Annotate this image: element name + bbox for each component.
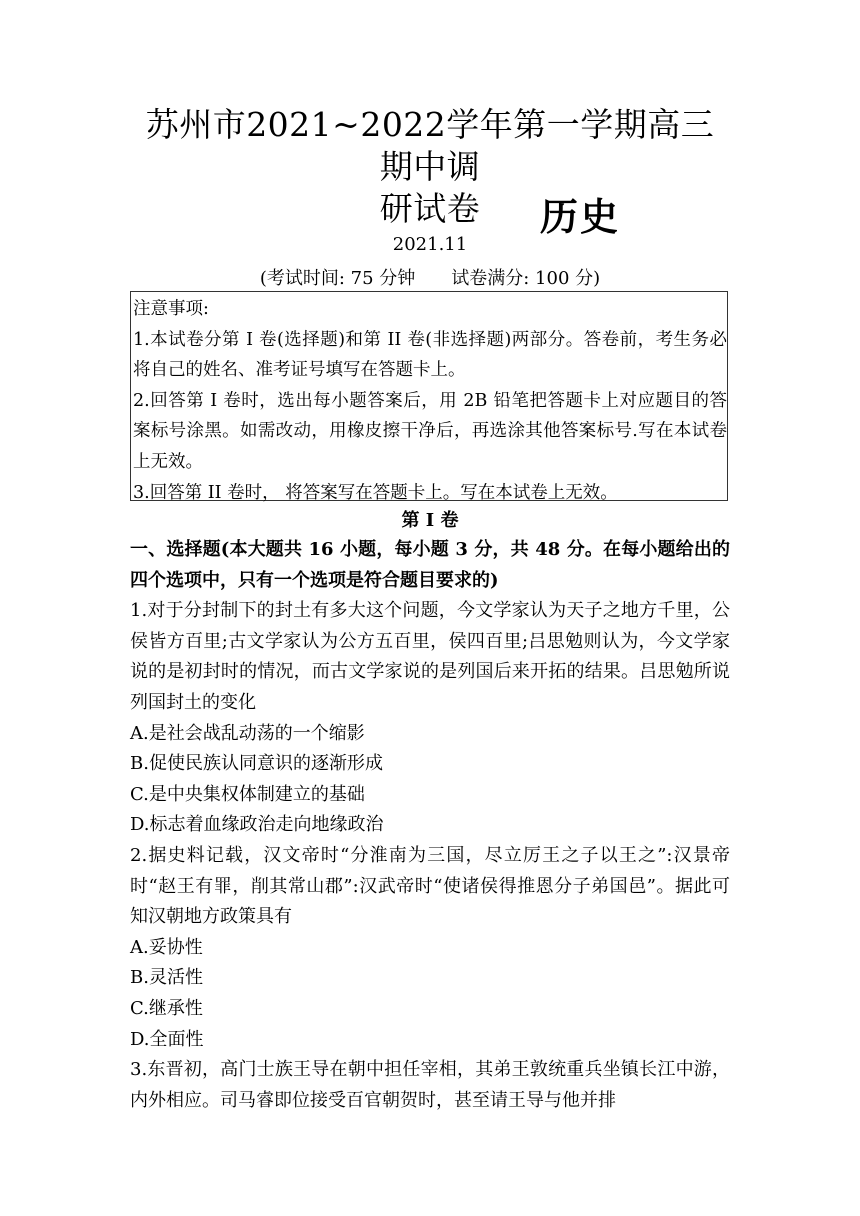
exam-title-line-1: 苏州市2021~2022学年第一学期高三期中调 (145, 105, 715, 186)
option-b: B.灵活性 (130, 967, 203, 989)
exam-title-line-2: 研试卷 (379, 189, 481, 228)
question-3 (130, 1055, 730, 1116)
question-2 (130, 841, 730, 1055)
exam-date: 2021.11 (392, 234, 468, 255)
question-1 (130, 596, 730, 841)
option-a: A.是社会战乱动荡的一个缩影 (130, 722, 365, 744)
subject-title: 历史 (540, 194, 621, 239)
question-stem: 1.对于分封制下的封土有多大这个问题，今文学家认为天子之地方千里，公侯皆方百里;古文学家认为公方五百里，侯四百里;吕思勉则认为，今文学家说的是初封时的情况，而古文学家说的是列国后来开拓的结果。吕思勉所说列国封土的变化 (130, 600, 730, 713)
exam-time: (考试时间: 75 分钟 (259, 268, 416, 289)
questions-area (130, 535, 730, 1116)
option-c: C.是中央集权体制建立的基础 (130, 783, 365, 805)
option-b: B.促使民族认同意识的逐渐形成 (130, 753, 383, 775)
full-score: 试卷满分: 100 分) (451, 268, 601, 289)
section-instructions: 一、选择题(本大题共 16 小题，每小题 3 分，共 48 分。在每小题给出的四个选项中，只有一个选项是符合题目要求的) (130, 539, 730, 591)
exam-page (130, 0, 730, 1111)
notice-item-1: 1.本试卷分第 I 卷(选择题)和第 II 卷(非选择题)两部分。答卷前，考生务必将自己的姓名、准考证号填写在答题卡上。 (133, 329, 727, 381)
option-c: C.继承性 (130, 997, 203, 1019)
notice-heading: 注意事项: (133, 299, 209, 319)
option-d: D.全面性 (130, 1028, 204, 1050)
notice-item-3: 3.回答第 II 卷时， 将答案写在答题卡上。写在本试卷上无效。 (133, 482, 618, 503)
exam-info (130, 264, 730, 290)
notice-item-2: 2.回答第 I 卷时，选出每小题答案后，用 2B 铅笔把答题卡上对应题目的答案标号涂黑。如需改动，用橡皮擦干净后，再选涂其他答案标号.写在本试卷上无效。 (133, 390, 727, 472)
section-title: 第 I 卷 (401, 510, 459, 531)
option-d: D.标志着血缘政治走向地缘政治 (130, 814, 384, 836)
exam-title (130, 104, 730, 230)
notice-box (130, 291, 728, 501)
question-stem: 2.据史料记载，汉文帝时“分淮南为三国，尽立厉王之子以王之”:汉景帝时“赵王有罪，削其常山郡”:汉武帝时“使诸侯得推恩分子弟国邑”。据此可知汉朝地方政策具有 (130, 844, 730, 928)
question-stem: 3.东晋初，高门士族王导在朝中担任宰相，其弟王敦统重兵坐镇长江中游，内外相应。司马睿即位接受百官朝贺时，甚至请王导与他并排 (130, 1059, 730, 1111)
option-a: A.妥协性 (130, 936, 203, 958)
